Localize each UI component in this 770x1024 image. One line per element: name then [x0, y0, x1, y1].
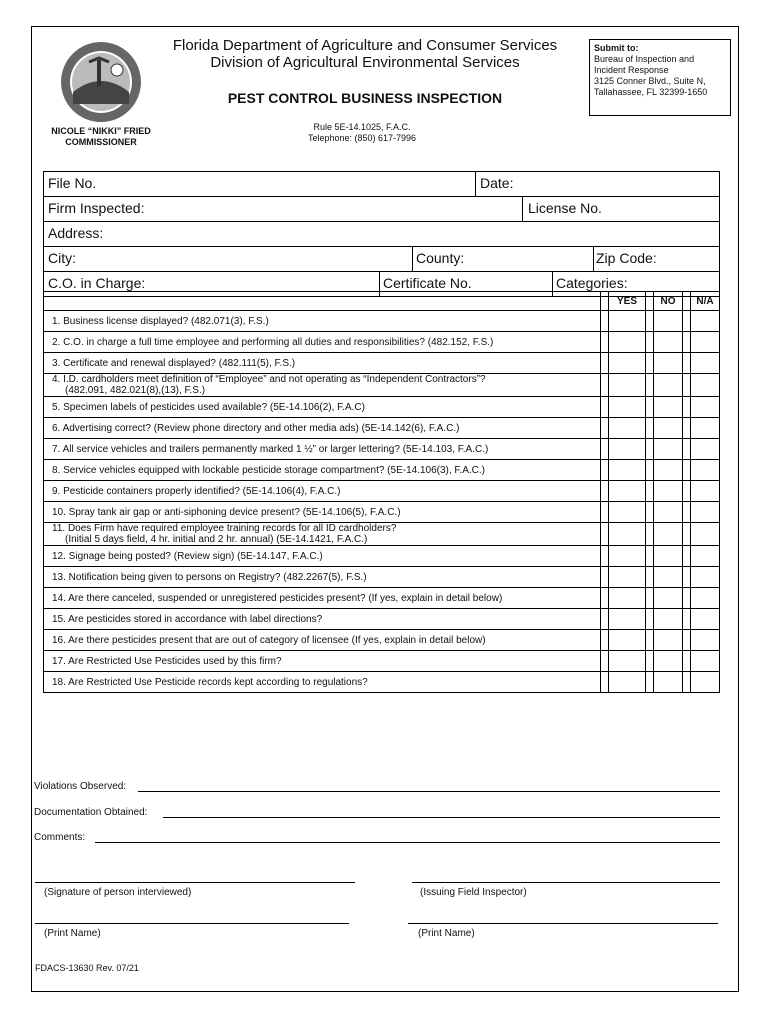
rule-text: Rule 5E-14.1025, F.A.C.	[313, 122, 411, 132]
question-row	[44, 502, 720, 523]
na-box[interactable]	[691, 672, 720, 693]
question-text	[44, 481, 601, 502]
question-text	[44, 588, 601, 609]
yes-box[interactable]	[609, 588, 646, 609]
county-field[interactable]: County:	[416, 250, 465, 266]
yes-box[interactable]	[609, 397, 646, 418]
documentation-line[interactable]	[163, 817, 720, 818]
state-seal-icon	[59, 40, 143, 124]
question-text	[44, 353, 601, 374]
print-name-right-line[interactable]	[408, 923, 718, 924]
no-box[interactable]	[654, 481, 683, 502]
na-box[interactable]	[691, 311, 720, 332]
question-text	[44, 651, 601, 672]
zip-code-field[interactable]: Zip Code:	[596, 250, 657, 266]
comments-line[interactable]	[95, 842, 720, 843]
license-no-field[interactable]: License No.	[528, 200, 602, 216]
question-header	[44, 292, 601, 311]
row-file-date	[44, 172, 719, 197]
row-address	[44, 222, 719, 247]
violations-line[interactable]	[138, 791, 720, 792]
question-row	[44, 439, 720, 460]
documentation-label: Documentation Obtained:	[34, 807, 148, 818]
question-row	[44, 353, 720, 374]
question-row	[44, 418, 720, 439]
info-fields	[43, 171, 720, 297]
na-box[interactable]	[691, 523, 720, 546]
file-no-field[interactable]: File No.	[48, 175, 97, 191]
yes-box[interactable]	[609, 609, 646, 630]
categories-field[interactable]: Categories:	[556, 275, 628, 291]
question-row	[44, 332, 720, 353]
na-box[interactable]	[691, 481, 720, 502]
na-header: N/A	[691, 292, 720, 311]
date-field[interactable]: Date:	[480, 175, 514, 191]
question-line: 14. Are there canceled, suspended or unregistered pesticides present? (If yes, explain in detail below)	[52, 592, 503, 604]
submit-line: Bureau of Inspection and	[594, 54, 695, 64]
submit-line: 3125 Conner Blvd., Suite N,	[594, 76, 706, 86]
signature-interviewed-label: (Signature of person interviewed)	[44, 887, 192, 898]
submit-line: Tallahassee, FL 32399-1650	[594, 87, 708, 97]
yes-box[interactable]	[609, 311, 646, 332]
question-line: 15. Are pesticides stored in accordance with label directions?	[52, 613, 323, 625]
na-box[interactable]	[691, 546, 720, 567]
na-box[interactable]	[691, 460, 720, 481]
agency-name: Florida Department of Agriculture and Consumer Services	[172, 37, 558, 54]
form-title: PEST CONTROL BUSINESS INSPECTION	[227, 90, 503, 106]
question-row	[44, 567, 720, 588]
no-box[interactable]	[654, 332, 683, 353]
city-field[interactable]: City:	[48, 250, 76, 266]
no-box[interactable]	[654, 502, 683, 523]
no-box[interactable]	[654, 439, 683, 460]
question-text	[44, 374, 601, 397]
signature-interviewed-line[interactable]	[35, 882, 355, 883]
co-in-charge-field[interactable]: C.O. in Charge:	[48, 275, 146, 291]
signature-inspector-line[interactable]	[412, 882, 720, 883]
question-row	[44, 651, 720, 672]
question-line: 11. Does Firm have required employee training records for all ID cardholders?	[52, 523, 397, 534]
question-row	[44, 460, 720, 481]
submit-line: Incident Response	[594, 65, 669, 75]
question-text	[44, 502, 601, 523]
question-text	[44, 630, 601, 651]
question-text	[44, 609, 601, 630]
question-line: 5. Specimen labels of pesticides used available? (5E-14.106(2), F.A.C)	[52, 401, 365, 413]
question-text	[44, 397, 601, 418]
question-row	[44, 588, 720, 609]
signature-inspector-label: (Issuing Field Inspector)	[420, 887, 527, 898]
commissioner-name: NICOLE “NIKKI” FRIED	[51, 126, 151, 136]
question-row	[44, 374, 720, 397]
yes-box[interactable]	[609, 481, 646, 502]
question-row	[44, 609, 720, 630]
telephone-text: Telephone: (850) 617-7996	[307, 133, 417, 143]
question-line: 3. Certificate and renewal displayed? (482.111(5), F.S.)	[52, 357, 296, 369]
question-line: 18. Are Restricted Use Pesticide records kept according to regulations?	[52, 676, 368, 688]
na-box[interactable]	[691, 439, 720, 460]
yes-box[interactable]	[609, 630, 646, 651]
yes-box[interactable]	[609, 353, 646, 374]
yes-box[interactable]	[609, 523, 646, 546]
na-box[interactable]	[691, 567, 720, 588]
na-box[interactable]	[691, 630, 720, 651]
question-text	[44, 460, 601, 481]
na-box[interactable]	[691, 609, 720, 630]
no-box[interactable]	[654, 672, 683, 693]
question-line: 17. Are Restricted Use Pesticides used by this firm?	[52, 655, 282, 667]
question-line: 8. Service vehicles equipped with lockable pesticide storage compartment? (5E-14.106(3), F.A.C.)	[52, 464, 485, 476]
question-line: 1. Business license displayed? (482.071(3), F.S.)	[52, 315, 269, 327]
inspection-questions-table	[43, 291, 720, 693]
na-box[interactable]	[691, 502, 720, 523]
no-box[interactable]	[654, 353, 683, 374]
question-row	[44, 397, 720, 418]
question-text	[44, 567, 601, 588]
question-row	[44, 523, 720, 546]
certificate-no-field[interactable]: Certificate No.	[383, 275, 472, 291]
firm-inspected-field[interactable]: Firm Inspected:	[48, 200, 145, 216]
question-row	[44, 630, 720, 651]
yes-box[interactable]	[609, 672, 646, 693]
submit-to-box	[589, 39, 731, 116]
question-line: 10. Spray tank air gap or anti-siphoning device present? (5E-14.106(5), F.A.C.)	[52, 506, 401, 518]
na-box[interactable]	[691, 332, 720, 353]
rule-info	[262, 122, 462, 144]
question-row	[44, 672, 720, 693]
question-row	[44, 481, 720, 502]
division-name: Division of Agricultural Environmental Services	[210, 54, 520, 71]
violations-label: Violations Observed:	[34, 781, 127, 792]
no-box[interactable]	[654, 630, 683, 651]
yes-box[interactable]	[609, 502, 646, 523]
no-box[interactable]	[654, 418, 683, 439]
row-firm	[44, 197, 719, 222]
no-box[interactable]	[654, 609, 683, 630]
question-line: 2. C.O. in charge a full time employee and performing all duties and responsibilities? (482.152, F.S.)	[52, 336, 494, 348]
question-line: 6. Advertising correct? (Review phone directory and other media ads) (5E-14.142(6), F.A.C.)	[52, 422, 460, 434]
question-text	[44, 439, 601, 460]
question-text	[44, 546, 601, 567]
question-row	[44, 311, 720, 332]
question-line: (482.091, 482.021(8),(13), F.S.)	[65, 385, 206, 396]
question-text	[44, 332, 601, 353]
no-box[interactable]	[654, 651, 683, 672]
row-city	[44, 247, 719, 272]
print-name-left-line[interactable]	[35, 923, 349, 924]
na-box[interactable]	[691, 397, 720, 418]
yes-header: YES	[609, 292, 646, 311]
no-box[interactable]	[654, 374, 683, 397]
comments-label: Comments:	[34, 832, 86, 843]
na-box[interactable]	[691, 651, 720, 672]
yes-box[interactable]	[609, 567, 646, 588]
yes-box[interactable]	[609, 546, 646, 567]
question-line: 13. Notification being given to persons on Registry? (482.2267(5), F.S.)	[52, 571, 367, 583]
question-line: 9. Pesticide containers properly identified? (5E-14.106(4), F.A.C.)	[52, 485, 341, 497]
commissioner-block	[36, 126, 166, 148]
question-row	[44, 546, 720, 567]
na-box[interactable]	[691, 418, 720, 439]
no-box[interactable]	[654, 588, 683, 609]
commissioner-title: COMMISSIONER	[65, 137, 137, 147]
no-box[interactable]	[654, 397, 683, 418]
print-name-left-label: (Print Name)	[44, 928, 101, 939]
question-line: 4. I.D. cardholders meet definition of “Employee” and not operating as “Independent Contractors”?	[52, 374, 486, 385]
question-text	[44, 418, 601, 439]
na-box[interactable]	[691, 353, 720, 374]
question-line: 7. All service vehicles and trailers permanently marked 1 ½” or larger lettering? (5E-14.103, F.A.C.)	[52, 443, 489, 455]
no-box[interactable]	[654, 546, 683, 567]
no-box[interactable]	[654, 311, 683, 332]
na-box[interactable]	[691, 374, 720, 397]
no-header: NO	[654, 292, 683, 311]
yes-box[interactable]	[609, 651, 646, 672]
question-line: 12. Signage being posted? (Review sign) (5E-14.147, F.A.C.)	[52, 550, 323, 562]
form-number: FDACS-13630 Rev. 07/21	[35, 963, 139, 973]
address-field[interactable]: Address:	[48, 225, 104, 241]
table-header-row	[44, 292, 720, 311]
na-box[interactable]	[691, 588, 720, 609]
no-box[interactable]	[654, 523, 683, 546]
no-box[interactable]	[654, 567, 683, 588]
yes-box[interactable]	[609, 460, 646, 481]
submit-to-title: Submit to:	[594, 43, 639, 53]
question-text	[44, 672, 601, 693]
yes-box[interactable]	[609, 374, 646, 397]
print-name-right-label: (Print Name)	[418, 928, 475, 939]
question-text	[44, 523, 601, 546]
question-line: 16. Are there pesticides present that are out of category of licensee (If yes, explain in detail below)	[52, 634, 486, 646]
yes-box[interactable]	[609, 439, 646, 460]
no-box[interactable]	[654, 460, 683, 481]
yes-box[interactable]	[609, 418, 646, 439]
question-text	[44, 311, 601, 332]
yes-box[interactable]	[609, 332, 646, 353]
question-line: (Initial 5 days field, 4 hr. initial and 2 hr. annual) (5E-14.1421, F.A.C.)	[65, 534, 368, 545]
